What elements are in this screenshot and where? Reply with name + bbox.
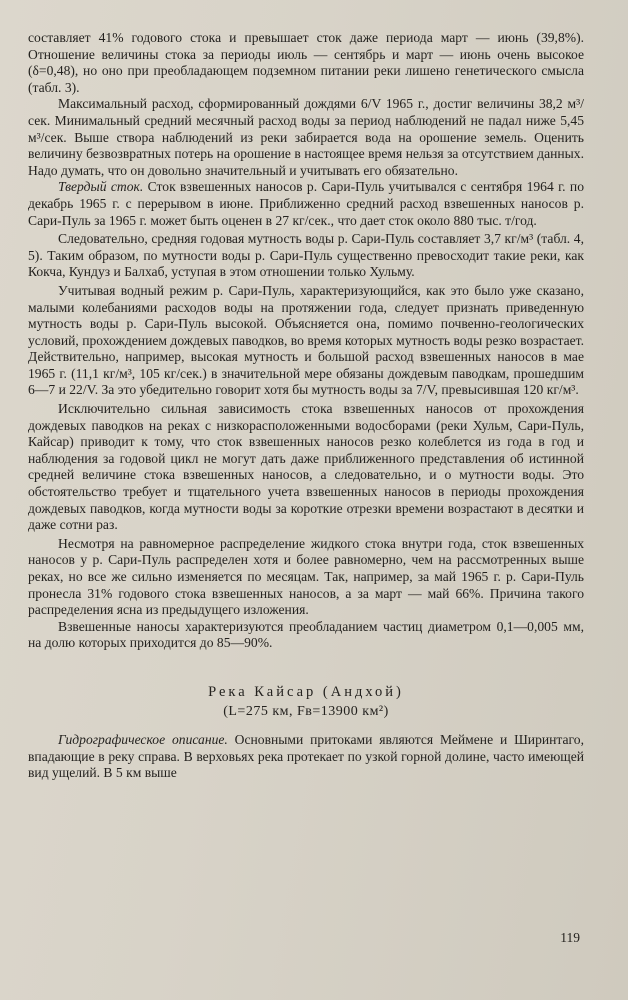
page-body xyxy=(28,30,584,782)
paragraph-water-regime: Учитывая водный режим р. Сари-Пуль, характеризующийся, как это было уже сказано, малыми колебаниями расходов воды на протяжении года, следует признать приведенную мутность воды р. Сари-Пуль высокой. Объясняется она, помимо почвенно-геологических условий, прохождением дождевых паводков, во время которых мутность воды резко возрастает. Действительно, например, высокая мутность и большой расход взвешенных наносов в мае 1965 г. (11,1 кг/м³, 105 кг/сек.) в значительной мере обязаны дождевым паводкам, прошедшим 6—7 и 22/V. За это убедительно говорит хотя бы мутность воды за 7/V, превысившая 120 кг/м³. xyxy=(28,282,584,398)
subsection-lead: Гидрографическое описание. xyxy=(58,731,228,747)
subsection-lead: Твердый сток. xyxy=(58,179,144,195)
section-title: Река Кайсар (Андхой) xyxy=(208,683,404,700)
section-subtitle: (L=275 км, Fв=13900 км²) xyxy=(223,703,389,719)
paragraph-distribution: Несмотря на равномерное распределение жидкого стока внутри года, сток взвешенных наносов у р. Сари-Пуль распределен хотя и более равномерно, чем на рассмотренных выше реках, но все же сильно изменяется по месяцам. Так, например, за май 1965 г. р. Сари-Пуль пронесла 31% годового стока взвешенных наносов, а за март — май 66%. Причина такого распределения ясна из предыдущего изложения. xyxy=(28,535,584,618)
paragraph-text: Сток взвешенных наносов р. Сари-Пуль учитывался с сентября 1964 г. по декабрь 1965 г. с перерывом в июне. Приближенно средний расход взвешенных наносов р. Сари-Пуль за 1965 г. может быть оценен в 27 кг/сек., что дает сток около 880 тыс. т/год. xyxy=(28,179,584,228)
page-number: 119 xyxy=(560,930,580,945)
paragraph-text: Основными притоками являются Мейменe и Ширинтаго, впадающие в реку справа. В верховьях река протекает по узкой горной долине, часто имеющей вид ущелий. В 5 км выше xyxy=(28,731,584,781)
paragraph-continued: составляет 41% годового стока и превышает сток даже периода март — июнь (39,8%). Отношение величины стока за периоды июль — сентябрь и март — июнь очень высокое (δ=0,48), но оно при преобладающем подземном питании реки лишено генетического смысла (табл. 3). xyxy=(28,30,584,95)
paragraph-suspended: Взвешенные наносы характеризуются преобладанием частиц диаметром 0,1—0,005 мм, на долю которых приходится до 85—90%. xyxy=(28,618,584,651)
paragraph-hydrographic xyxy=(28,732,584,782)
paragraph-solid-runoff xyxy=(28,179,584,229)
paragraph-max-discharge: Максимальный расход, сформированный дождями 6/V 1965 г., достиг величины 38,2 м³/сек. Минимальный средний месячный расход воды за период наблюдений не падал ниже 5,45 м³/сек. Выше створа наблюдений из реки забирается вода на орошение земель. Оценить величину безвозвратных потерь на орошение в настоящее время нельзя за отсутствием данных. Надо думать, что он довольно значительный и учитывать его обязательно. xyxy=(28,96,584,178)
paragraph-turbidity: Следовательно, средняя годовая мутность воды р. Сари-Пуль составляет 3,7 кг/м³ (табл. 4, 5). Таким образом, по мутности воды р. Сари-Пуль существенно превосходит такие реки, как Кокча, Кундуз и Балхаб, уступая в этом отношении только Хульму. xyxy=(28,231,584,280)
paragraph-dependence: Исключительно сильная зависимость стока взвешенных наносов от прохождения дождевых паводков на реках с низкорасположенными водосборами (реки Хульм, Сари-Пуль, Кайсар) приводит к тому, что сток взвешенных наносов резко колеблется из года в год и наблюдения за годовой цикл не могут дать даже приближенного представления об истинной средней величине стока взвешенных наносов, а следовательно, и о мутности воды. Это обстоятельство требует и тщательного учета взвешенных наносов в периоды прохождения дождевых паводков, когда мутности воды за короткие отрезки времени возрастают в десятки и даже сотни раз. xyxy=(28,401,584,533)
